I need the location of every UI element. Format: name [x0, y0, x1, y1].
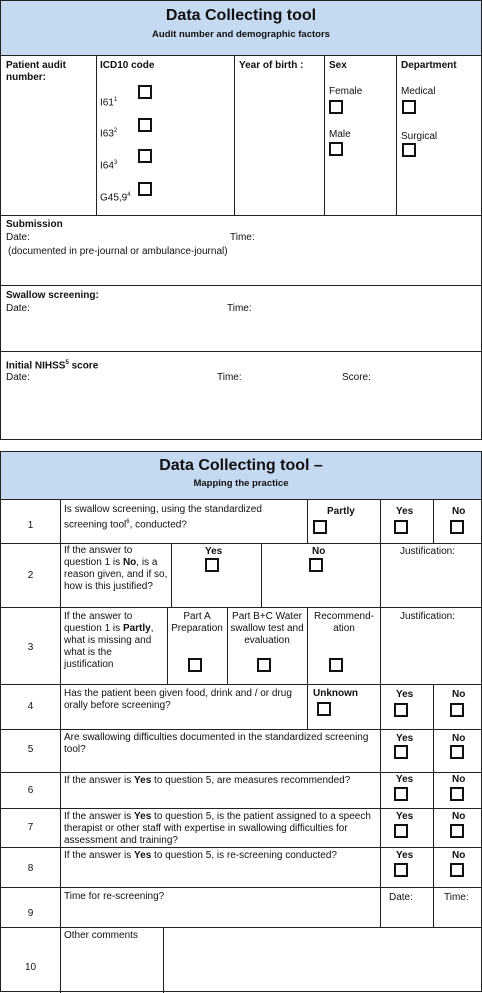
- q7-no-label: No: [452, 811, 466, 822]
- q2-number: 2: [27, 570, 34, 581]
- q3-text: If the answer to question 1 is Partly, what is missing and what is the justification: [64, 611, 154, 670]
- q3-justification[interactable]: Justification:: [400, 611, 456, 622]
- q10-comments-area[interactable]: [164, 928, 481, 992]
- q10-text: Other comments: [64, 930, 138, 941]
- nihss-time[interactable]: Time:: [217, 372, 242, 383]
- q2-yes-checkbox[interactable]: [205, 558, 219, 572]
- dept-medical-label: Medical: [401, 86, 436, 97]
- q4-number: 4: [27, 701, 34, 712]
- year-of-birth-label: Year of birth :: [239, 60, 304, 71]
- icd-code-i63: $I63^2$: [100, 128, 118, 140]
- sex-female-checkbox[interactable]: [329, 100, 343, 114]
- q3-part-bc-label: Part B+C Water swallow test and evaluation: [230, 611, 304, 646]
- form-subtitle: Audit number and demographic factors: [152, 29, 330, 40]
- sex-label: Sex: [329, 60, 347, 71]
- dept-surgical-label: Surgical: [401, 131, 438, 142]
- submission-date[interactable]: Date:: [6, 232, 30, 243]
- sex-male-label: Male: [329, 129, 351, 140]
- form2-header: [1, 452, 481, 500]
- q6-yes-label: Yes: [396, 774, 414, 785]
- q10-number: 10: [24, 962, 37, 973]
- swallow-time[interactable]: Time:: [227, 303, 252, 314]
- q3-recommendation-checkbox[interactable]: [329, 658, 343, 672]
- patient-audit-label: Patient audit number:: [6, 60, 67, 83]
- q5-text: Are swallowing difficulties documented in the standardized screening tool?: [64, 732, 369, 755]
- q9-time[interactable]: Time:: [444, 892, 469, 903]
- dept-medical-checkbox[interactable]: [402, 100, 416, 114]
- q1-text: Is swallow screening, using the standardized screening tool$^6$, conducted?: [64, 504, 262, 531]
- q3-recommendation-label: Recommend-ation: [313, 611, 375, 634]
- q1-no-label: No: [452, 506, 466, 517]
- q8-yes-label: Yes: [396, 850, 414, 861]
- q5-yes-label: Yes: [396, 733, 414, 744]
- q6-number: 6: [27, 785, 34, 796]
- q8-yes-checkbox[interactable]: [394, 863, 408, 877]
- q1-no-checkbox[interactable]: [450, 520, 464, 534]
- dept-surgical-checkbox[interactable]: [402, 143, 416, 157]
- icd-code-g459: G45,9$^4$: [100, 192, 131, 204]
- q1-yes-checkbox[interactable]: [394, 520, 408, 534]
- q8-no-label: No: [452, 850, 466, 861]
- q7-yes-checkbox[interactable]: [394, 824, 408, 838]
- q7-yes-label: Yes: [396, 811, 414, 822]
- q1-yes-label: Yes: [396, 506, 414, 517]
- submission-time[interactable]: Time:: [230, 232, 255, 243]
- q4-unknown-label: Unknown: [313, 688, 358, 699]
- q8-text: If the answer is Yes to question 5, is re-screening conducted?: [64, 850, 337, 861]
- form2-subtitle: Mapping the practice: [193, 478, 289, 489]
- icd-g459-checkbox[interactable]: [138, 182, 152, 196]
- q1-partly-label: Partly: [327, 506, 355, 517]
- q1-partly-checkbox[interactable]: [313, 520, 327, 534]
- icd-code-i64: $I64^3$: [100, 160, 118, 172]
- q2-text: If the answer to question 1 is No, is a reason given, and if so, how is this justified?: [64, 545, 168, 592]
- icd-i63-checkbox[interactable]: [138, 118, 152, 132]
- q4-unknown-checkbox[interactable]: [317, 702, 331, 716]
- q4-text: Has the patient been given food, drink and / or drug orally before screening?: [64, 688, 292, 711]
- form-title: Data Collecting tool: [165, 7, 317, 24]
- q2-no-checkbox[interactable]: [309, 558, 323, 572]
- icd-code-i61: $I61^1$: [100, 97, 118, 109]
- sex-female-label: Female: [329, 86, 363, 97]
- department-label: Department: [401, 60, 457, 71]
- q6-no-label: No: [452, 774, 466, 785]
- icd-i61-checkbox[interactable]: [138, 85, 152, 99]
- q3-part-a-label: Part A Preparation: [171, 611, 223, 634]
- nihss-score[interactable]: Score:: [342, 372, 371, 383]
- q2-yes-label: Yes: [205, 546, 223, 557]
- q5-number: 5: [27, 744, 34, 755]
- submission-label: Submission: [6, 219, 63, 230]
- swallow-date[interactable]: Date:: [6, 303, 30, 314]
- q7-no-checkbox[interactable]: [450, 824, 464, 838]
- icd-i64-checkbox[interactable]: [138, 149, 152, 163]
- q5-yes-checkbox[interactable]: [394, 745, 408, 759]
- q4-yes-checkbox[interactable]: [394, 703, 408, 717]
- nihss-date[interactable]: Date:: [6, 372, 30, 383]
- q4-yes-label: Yes: [396, 689, 414, 700]
- q4-no-label: No: [452, 689, 466, 700]
- form2-title: Data Collecting tool –: [159, 457, 323, 474]
- form-mapping-practice: [0, 451, 482, 992]
- nihss-label: Initial NIHSS$^5$ score: [6, 360, 99, 372]
- q1-number: 1: [27, 520, 34, 531]
- q3-part-a-checkbox[interactable]: [188, 658, 202, 672]
- q6-text: If the answer is Yes to question 5, are measures recommended?: [64, 775, 351, 786]
- q2-justification[interactable]: Justification:: [400, 546, 456, 557]
- q9-text: Time for re-screening?: [64, 891, 165, 902]
- q6-yes-checkbox[interactable]: [394, 787, 408, 801]
- q6-no-checkbox[interactable]: [450, 787, 464, 801]
- q8-number: 8: [27, 863, 34, 874]
- q4-no-checkbox[interactable]: [450, 703, 464, 717]
- q3-part-bc-checkbox[interactable]: [257, 658, 271, 672]
- q5-no-label: No: [452, 733, 466, 744]
- submission-note: (documented in pre-journal or ambulance-journal): [8, 246, 228, 257]
- swallow-screening-label: Swallow screening:: [6, 290, 99, 301]
- q5-no-checkbox[interactable]: [450, 745, 464, 759]
- q7-number: 7: [27, 822, 34, 833]
- form-demographics: [0, 0, 482, 440]
- form-header: [1, 1, 481, 56]
- icd10-label: ICD10 code: [100, 60, 155, 71]
- q9-date[interactable]: Date:: [389, 892, 413, 903]
- sex-male-checkbox[interactable]: [329, 142, 343, 156]
- q7-text: If the answer is Yes to question 5, is the patient assigned to a speech therapist or other staff with expertise in swallowing difficulties for assessment and training?: [64, 811, 371, 846]
- q3-number: 3: [27, 642, 34, 653]
- q9-number: 9: [27, 908, 34, 919]
- q2-no-label: No: [312, 546, 326, 557]
- q8-no-checkbox[interactable]: [450, 863, 464, 877]
